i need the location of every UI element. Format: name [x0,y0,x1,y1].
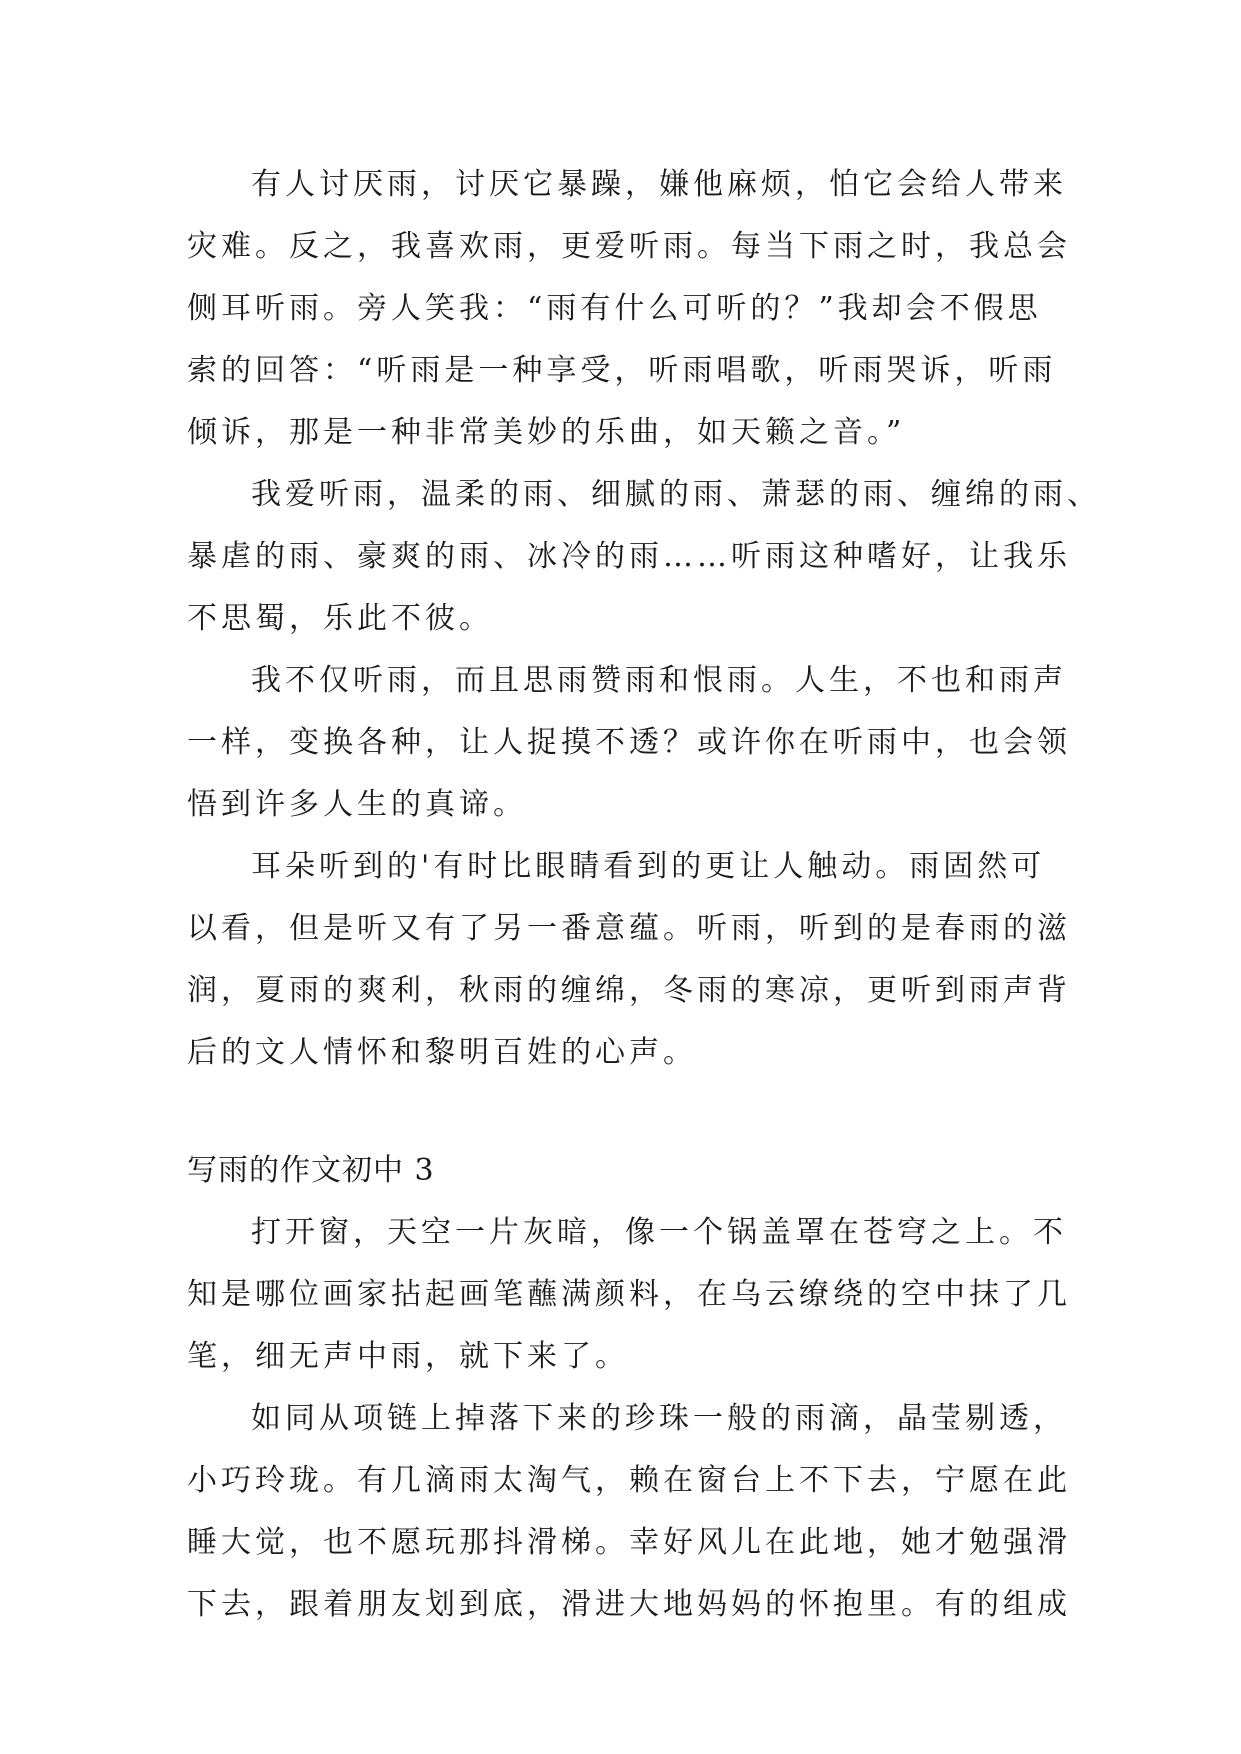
paragraph-6 [187,1388,1071,1636]
paragraph-line: 睡大觉，也不愿玩那抖滑梯。幸好风儿在此地，她才勉强滑 [187,1525,1071,1560]
paragraph-line: 悟到许多人生的真谛。 [187,787,527,822]
paragraph-line: 后的文人情怀和黎明百姓的心声。 [187,1035,697,1070]
paragraph-line: 灾难。反之，我喜欢雨，更爱听雨。每当下雨之时，我总会 [187,229,1071,264]
section-heading: 写雨的作文初中 3 [187,1153,435,1188]
paragraph-line: 耳朵听到的'有时比眼睛看到的更让人触动。雨固然可 [251,849,1046,884]
paragraph-line: 有人讨厌雨，讨厌它暴躁，嫌他麻烦，怕它会给人带来 [251,167,1067,202]
paragraph-1 [187,154,1071,464]
paragraph-line: 知是哪位画家拈起画笔蘸满颜料，在乌云缭绕的空中抹了几 [187,1277,1071,1312]
paragraph-line: 索的回答：“听雨是一种享受，听雨唱歌，听雨哭诉，听雨 [187,353,1057,388]
paragraph-4 [187,836,1071,1084]
paragraph-5 [187,1202,1071,1388]
paragraph-line: 一样，变换各种，让人捉摸不透？或许你在听雨中，也会领 [187,725,1071,760]
paragraph-line: 以看，但是听又有了另一番意蕴。听雨，听到的是春雨的滋 [187,911,1071,946]
paragraph-line: 下去，跟着朋友划到底，滑进大地妈妈的怀抱里。有的组成 [187,1587,1071,1622]
paragraph-line: 润，夏雨的爽利，秋雨的缠绵，冬雨的寒凉，更听到雨声背 [187,973,1071,1008]
section-gap [187,1084,1047,1140]
paragraph-line: 不思蜀，乐此不彼。 [187,601,493,636]
paragraph-line: 笔，细无声中雨，就下来了。 [187,1339,629,1374]
paragraph-line: 我不仅听雨，而且思雨赞雨和恨雨。人生，不也和雨声 [251,663,1067,698]
paragraph-line: 倾诉，那是一种非常美妙的乐曲，如天籁之音。” [187,415,906,450]
paragraph-line: 如同从项链上掉落下来的珍珠一般的雨滴，晶莹剔透， [251,1401,1067,1436]
paragraph-line: 小巧玲珑。有几滴雨太淘气，赖在窗台上不下去，宁愿在此 [187,1463,1071,1498]
paragraph-line: 暴虐的雨、豪爽的雨、冰冷的雨……听雨这种嗜好，让我乐 [187,539,1071,574]
paragraph-line: 我爱听雨，温柔的雨、细腻的雨、萧瑟的雨、缠绵的雨、 [251,477,1101,512]
paragraph-2 [187,464,1101,650]
document-body [187,154,1101,1636]
paragraph-line: 打开窗，天空一片灰暗，像一个锅盖罩在苍穹之上。不 [251,1215,1067,1250]
paragraph-3 [187,650,1071,836]
paragraph-line: 侧耳听雨。旁人笑我：“雨有什么可听的？”我却会不假思 [187,291,1042,326]
